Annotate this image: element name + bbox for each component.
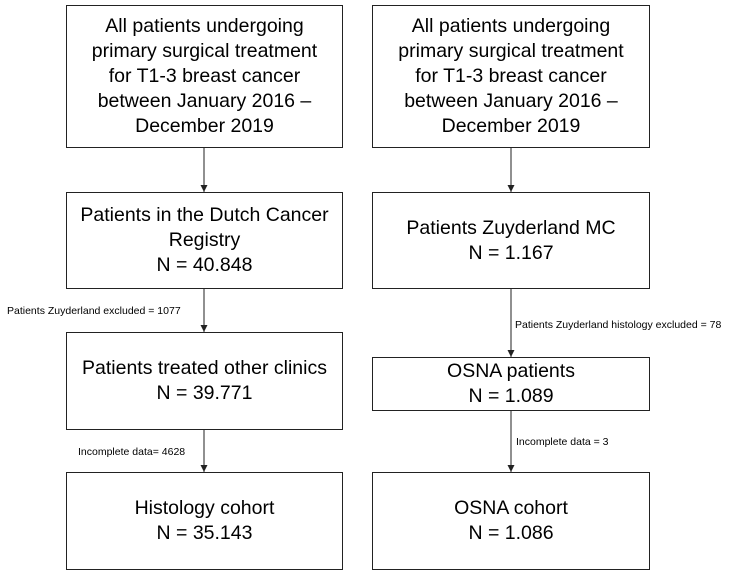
right-top-line-2: primary surgical treatment bbox=[398, 40, 624, 62]
osna-cohort-box bbox=[372, 472, 650, 570]
osna-patients-line-1: OSNA patients bbox=[447, 360, 575, 382]
right-excluded-label: Patients Zuyderland histology excluded = 78 bbox=[515, 319, 722, 331]
left-incomplete-label: Incomplete data= 4628 bbox=[78, 446, 186, 458]
left-top-line-2: primary surgical treatment bbox=[91, 40, 318, 62]
right-incomplete-label: Incomplete data = 3 bbox=[516, 436, 609, 448]
left-top-box bbox=[66, 5, 343, 148]
right-top-line-5: December 2019 bbox=[441, 115, 581, 137]
zuyderland-box bbox=[372, 192, 650, 289]
registry-line-2: Registry bbox=[168, 229, 241, 251]
osna-patients-count: N = 1.089 bbox=[468, 385, 554, 407]
other-clinics-line-1: Patients treated other clinics bbox=[82, 357, 327, 379]
osna-cohort-count: N = 1.086 bbox=[468, 522, 554, 544]
registry-line-1: Patients in the Dutch Cancer bbox=[80, 204, 329, 226]
zuyderland-line-1: Patients Zuyderland MC bbox=[406, 216, 616, 239]
right-top-line-1: All patients undergoing bbox=[411, 15, 611, 37]
left-top-line-4: between January 2016 – bbox=[97, 90, 312, 112]
registry-box bbox=[66, 192, 343, 289]
left-top-line-1: All patients undergoing bbox=[105, 15, 304, 37]
registry-count: N = 40.848 bbox=[156, 254, 253, 276]
left-top-line-5: December 2019 bbox=[135, 115, 274, 137]
zuyderland-count: N = 1.167 bbox=[468, 241, 554, 264]
left-top-line-3: for T1-3 breast cancer bbox=[108, 65, 301, 87]
other-clinics-box bbox=[66, 332, 343, 430]
right-top-line-4: between January 2016 – bbox=[404, 90, 618, 112]
histology-cohort-count: N = 35.143 bbox=[156, 522, 253, 544]
right-top-box bbox=[372, 5, 650, 148]
osna-cohort-line-1: OSNA cohort bbox=[454, 497, 568, 519]
left-excluded-label: Patients Zuyderland excluded = 1077 bbox=[7, 305, 181, 317]
right-top-line-3: for T1-3 breast cancer bbox=[415, 65, 607, 87]
other-clinics-count: N = 39.771 bbox=[156, 382, 253, 404]
histology-cohort-line-1: Histology cohort bbox=[134, 497, 275, 519]
histology-cohort-box bbox=[66, 472, 343, 570]
osna-patients-box bbox=[372, 357, 650, 411]
